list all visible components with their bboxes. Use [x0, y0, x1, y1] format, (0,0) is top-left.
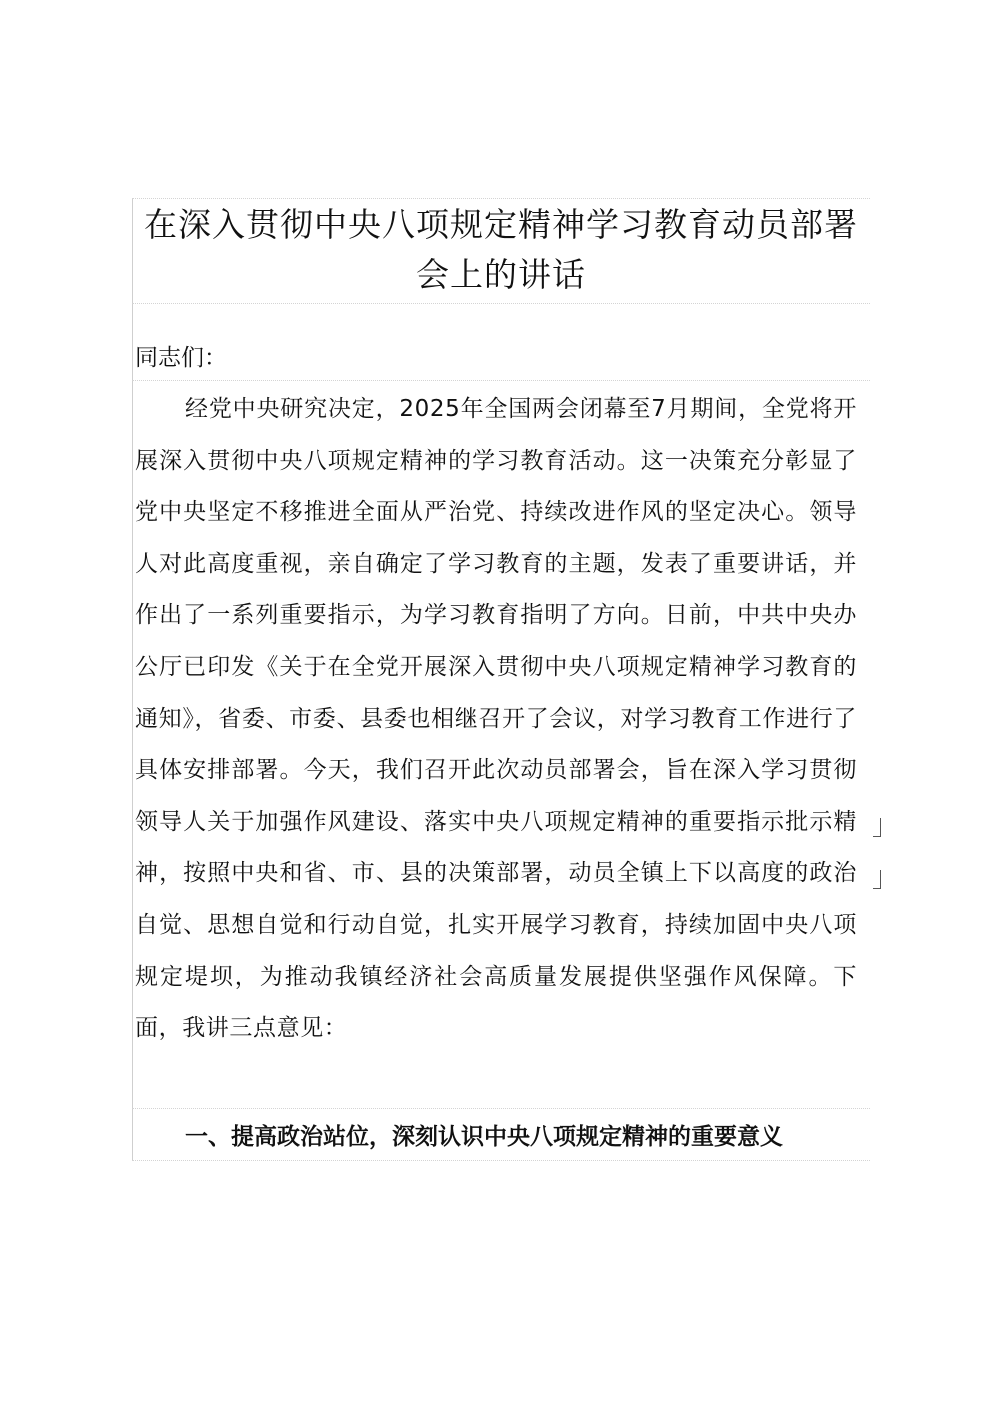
- document-title: 在深入贯彻中央八项规定精神学习教育动员部署会上的讲话: [144, 205, 858, 294]
- table-left-border: [132, 198, 133, 1160]
- section-heading-1: 一、提高政治站位，深刻认识中央八项规定精神的重要意义: [185, 1124, 783, 1150]
- row-divider: [132, 1160, 870, 1161]
- margin-bracket-mark: [873, 870, 881, 889]
- row-divider: [132, 198, 870, 199]
- salutation: 同志们：: [135, 345, 227, 371]
- margin-bracket-mark: [873, 818, 881, 837]
- row-divider: [132, 303, 870, 304]
- row-divider: [132, 380, 870, 381]
- body-paragraph: 经党中央研究决定，2025年全国两会闭幕至7月期间，全党将开展深入贯彻中央八项规定精神的学习教育活动。这一决策充分彰显了党中央坚定不移推进全面从严治党、持续改进作风的坚定决心。领导人对此高度重视，亲自确定了学习教育的主题，发表了重要讲话，并作出了一系列重要指示，为学习教育指明了方向。日前，中共中央办公厅已印发《关于在全党开展深入贯彻中央八项规定精神学习教育的通知》，省委、市委、县委也相继召开了会议，对学习教育工作进行了具体安排部署。今天，我们召开此次动员部署会，旨在深入学习贯彻领导人关于加强作风建设、落实中央八项规定精神的重要指示批示精神，按照中央和省、市、县的决策部署，动员全镇上下以高度的政治自觉、思想自觉和行动自觉，扎实开展学习教育，持续加固中央八项规定堤坝，为推动我镇经济社会高质量发展提供坚强作风保障。下面，我讲三点意见：: [135, 396, 857, 1042]
- row-divider: [132, 1108, 870, 1109]
